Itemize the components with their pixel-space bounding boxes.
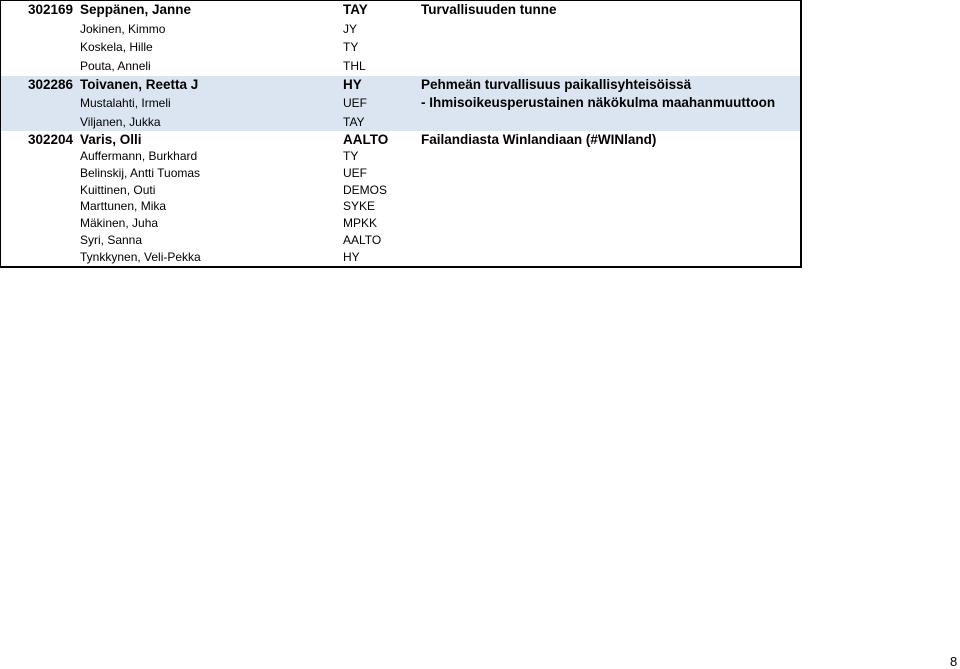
member-name: Tynkkynen, Veli-Pekka <box>80 249 201 264</box>
project-table <box>0 0 802 268</box>
leader-name: Toivanen, Reetta J <box>80 76 199 92</box>
member-org: DEMOS <box>343 182 388 197</box>
project-group <box>1 1 800 76</box>
member-org: HY <box>343 249 360 264</box>
project-group <box>1 131 800 265</box>
member-row <box>1 38 800 57</box>
member-org: UEF <box>343 165 367 180</box>
project-leader-row <box>1 1 800 20</box>
member-org: THL <box>343 59 366 74</box>
member-row <box>1 20 800 39</box>
project-leader-row <box>1 131 800 148</box>
member-name: Viljanen, Jukka <box>80 114 161 129</box>
member-org: MPKK <box>343 216 378 231</box>
project-group <box>1 76 800 132</box>
leader-org: AALTO <box>343 132 389 148</box>
member-name: Mustalahti, Irmeli <box>80 96 171 111</box>
member-name: Jokinen, Kimmo <box>80 21 166 36</box>
project-id: 302169 <box>27 2 73 17</box>
member-name: Syri, Sanna <box>80 233 143 248</box>
leader-name: Seppänen, Janne <box>80 2 192 17</box>
member-row <box>1 148 800 165</box>
member-name: Marttunen, Mika <box>80 199 167 214</box>
member-row <box>1 57 800 76</box>
member-org: JY <box>343 21 358 36</box>
project-title: Turvallisuuden tunne <box>421 2 557 17</box>
project-leader-row <box>1 76 800 95</box>
project-id: 302204 <box>27 132 73 148</box>
page-number: 8 <box>950 654 958 669</box>
leader-org: TAY <box>343 2 368 17</box>
member-row <box>1 113 800 132</box>
member-org: TAY <box>343 114 365 129</box>
project-title: Failandiasta Winlandiaan (#WINland) <box>421 132 657 148</box>
member-org: TY <box>343 40 359 55</box>
member-row <box>1 198 800 215</box>
project-id: 302286 <box>27 76 73 92</box>
member-name: Auffermann, Burkhard <box>80 149 198 164</box>
member-row <box>1 215 800 232</box>
member-row <box>1 182 800 199</box>
leader-name: Varis, Olli <box>80 132 142 148</box>
member-row <box>1 232 800 249</box>
member-row <box>1 94 800 113</box>
member-name: Koskela, Hille <box>80 40 153 55</box>
member-org: TY <box>343 149 359 164</box>
member-name: Kuittinen, Outi <box>80 182 156 197</box>
member-org: SYKE <box>343 199 376 214</box>
member-org: AALTO <box>343 233 382 248</box>
member-row <box>1 165 800 182</box>
project-title: Pehmeän turvallisuus paikallisyhteisöissä <box>421 76 692 92</box>
member-org: UEF <box>343 96 367 111</box>
member-name: Mäkinen, Juha <box>80 216 159 231</box>
member-name: Belinskij, Antti Tuomas <box>80 165 201 180</box>
member-row <box>1 249 800 266</box>
member-name: Pouta, Anneli <box>80 59 151 74</box>
project-subtitle: - Ihmisoikeusperustainen näkökulma maahanmuuttoon <box>421 95 776 111</box>
leader-org: HY <box>343 76 362 92</box>
